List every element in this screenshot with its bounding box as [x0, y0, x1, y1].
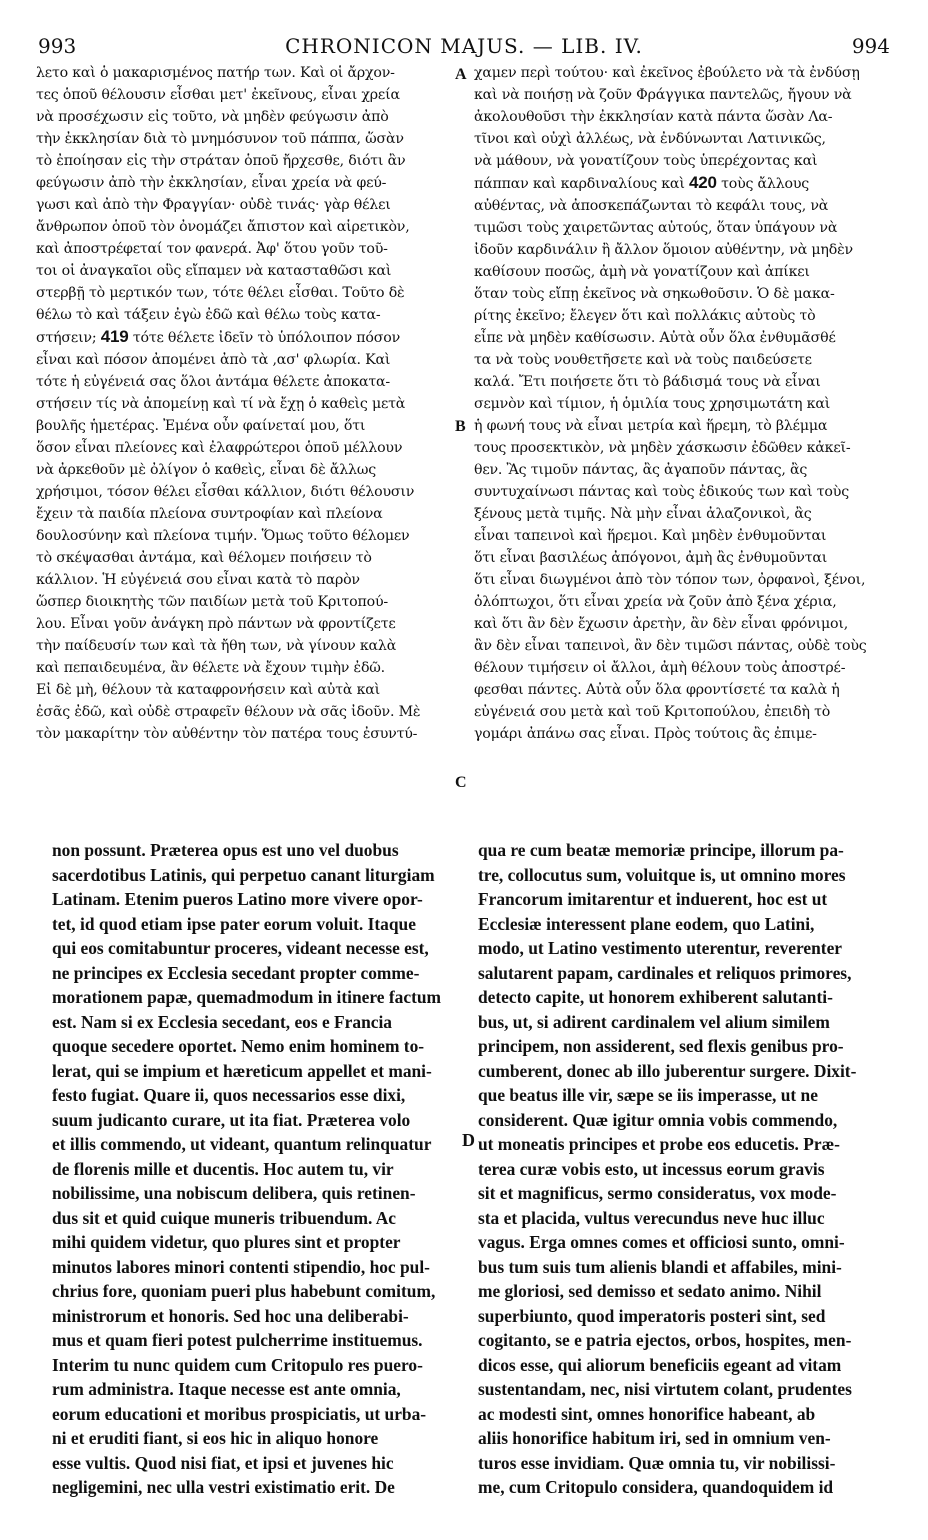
text-line: φεύγωσιν ἀπὸ τὴν ἐκκλησίαν, εἶναι χρεία νὰ φεύ- [36, 175, 387, 191]
section-marker-d: D [462, 1130, 475, 1150]
text-line: καθίσουν ποσῶς, ἀμὴ νὰ γονατίζουν καὶ ἀπίκει [474, 264, 810, 280]
text-line: τα νὰ τοὺς νουθετῆσετε καὶ νὰ τοὺς παιδεύσετε [474, 352, 812, 368]
text-line: me gloriosi, sed demisso et sedato animo. Nihil [478, 1281, 822, 1301]
text-line: quoque secedere oportet. Nemo enim hominem to- [52, 1036, 425, 1056]
text-line: turos esse invidiam. Quæ omnia tu, vir nobilissi- [478, 1452, 836, 1473]
text-line: Ecclesiæ interessent plane eodem, quo Latini, [478, 913, 815, 934]
text-line: negligemini, nec ulla vestri existimatio erit. De [52, 1477, 395, 1497]
text-line: mihi quidem videtur, quo plures sint et propter [52, 1232, 401, 1252]
text-line: de florenis mille et ducentis. Hoc autem tu, vir [52, 1158, 394, 1179]
text-line: ἰδοῦν καρδινάλιν ἢ ἄλλον ὅμοιον αὐθέντην, νὰ μηδὲν [474, 242, 853, 258]
text-line: Interim tu nunc quidem cum Critopulo res puero- [52, 1354, 423, 1375]
text-line: νὰ προσέχωσιν εἰς τοῦτο, νὰ μηδὲν φεύγωσιν ἀπὸ [36, 109, 389, 125]
text-line: αὐθέντας, νὰ ἀποσκεπάζωνται τὸ κεφάλι τους, νὰ [474, 198, 829, 214]
text-line: συντυχαίνωσι πάντας καὶ τοὺς ἐδικούς των καὶ τοὺς [474, 484, 849, 500]
text-line: est. Nam si ex Ecclesia secedant, eos e Francia [52, 1011, 393, 1032]
text-line: τὸ ἐποίησαν εἰς τὴν στράταν ὁποῦ ἤρχεσθε, διότι ἂν [36, 153, 406, 169]
text-line: et illis commendo, ut videant, quantum relinquatur [52, 1134, 432, 1154]
text-line: non possunt. Præterea opus est uno vel duobus [52, 840, 399, 860]
text-line: sta et placida, vultus verecundus neve huc illuc [478, 1207, 825, 1228]
text-line: στερβῇ τὸ μερτικόν των, τότε θέλει εἶσθαι. Τοῦτο δὲ [36, 285, 405, 301]
text-line: ac modesti sint, omnes honorifice habeant, ab [478, 1403, 816, 1424]
text-line: mus et quam fieri potest pulcherrime instituemus. [52, 1330, 423, 1350]
text-line: cogitanto, se e patria ejectos, orbos, hospites, men- [478, 1330, 852, 1350]
text-line: καὶ ὅτι ἂν δὲν ἔχωσιν ἀρετὴν, ἂν δὲν εἶναι φρόνιμοι, [474, 616, 849, 632]
text-line: καὶ πεπαιδευμένα, ἂν θέλετε νὰ ἔχουν τιμὴν ἐδῶ. [36, 660, 385, 676]
text-line: κάλλιον. Ἡ εὐγένειά σου εἶναι κατὰ τὸ παρὸν [36, 572, 360, 588]
running-title: CHRONICON MAJUS. — LIB. IV. [285, 34, 643, 58]
text-line: ἡ φωνή τους νὰ εἶναι μετρία καὶ ἥρεμη, τὸ βλέμμα [474, 418, 828, 434]
original-page-number: 420 [689, 173, 717, 192]
text-line: λου. Εἶναι γοῦν ἀνάγκη πρὸ πάντων νὰ φροντίζετε [36, 616, 396, 632]
text-line: cumberent, donec ab illo juberentur surgere. Dixit- [478, 1060, 857, 1081]
text-line: εἶναι ταπεινοὶ καὶ ἥρεμοι. Καὶ μηδὲν ἐνθυμοῦνται [474, 528, 827, 544]
text-line: ὅτι εἶναι βασιλέως ἀπόγονοι, ἀμὴ ἂς ἐνθυμοῦνται [474, 550, 828, 566]
text-line: sustentandam, nec, nisi virtutem colant, prudentes [478, 1379, 852, 1399]
text-line: τους προσεκτικὸν, νὰ μηδὲν χάσκωσιν ἐδῶθεν κἀκεῖ- [474, 440, 851, 456]
text-line: τοι οἱ ἀναγκαῖοι οὓς εἴπαμεν νὰ κατασταθῶσι καὶ [36, 263, 392, 279]
text-line: ξένους μετὰ τιμῆς. Νὰ μὴν εἶναι ἀλαζονικοὶ, ἂς [474, 506, 812, 522]
text-line: σεμνὸν καὶ τίμιον, ἡ ὁμιλία τους χρησιμωτάτη καὶ [474, 396, 831, 412]
text-line: ρίτης ἐκεῖνο; ἔλεγεν ὅτι καὶ πολλάκις αὐτοὺς τὸ [474, 308, 816, 324]
text-line: θεν. Ἂς τιμοῦν πάντας, ἂς ἀγαποῦν πάντας, ἂς [474, 462, 808, 478]
text-line: tet, id quod etiam ipse pater eorum voluit. Itaque [52, 913, 416, 934]
text-line: chrius fore, quoniam pueri plus habebunt comitum, [52, 1281, 436, 1301]
text-line: Francorum imitarentur et induerent, hoc est ut [478, 889, 828, 909]
text-line: Latinam. Etenim pueros Latino more vivere opor- [52, 889, 423, 909]
text-line: superbiunto, quod imperatoris posteri sint, sed [478, 1305, 826, 1326]
text-line: esse vultis. Quod nisi fiat, et ipsi et juvenes hic [52, 1452, 394, 1473]
latin-column-right [478, 838, 898, 1500]
text-line: χαμεν περὶ τούτου· καὶ ἐκεῖνος ἐβούλετο νὰ τὰ ἐνδύσῃ [474, 65, 860, 81]
text-line: bus, ut, si adirent cardinalem vel alium similem [478, 1011, 830, 1032]
text-line: sacerdotibus Latinis, qui perpetuo canant liturgiam [52, 864, 435, 885]
text-line: γωσι καὶ ἀπὸ τὴν Φραγγίαν· οὐδὲ τινάς· γὰρ θέλει [36, 197, 391, 213]
text-line: suum judicanto curare, ut ita fiat. Præterea volo [52, 1109, 411, 1130]
greek-column-right [474, 62, 898, 745]
text-line: dicos esse, qui aliorum beneficiis egeant ad vitam [478, 1354, 842, 1375]
text-line: lerat, qui se impium et hæreticum appellet et mani- [52, 1060, 432, 1081]
text-line: ministrorum et honoris. Sed hoc una deliberabi- [52, 1305, 409, 1326]
text-line: τες ὁποῦ θέλουσιν εἶσθαι μετ' ἐκεῖνους, εἶναι χρεία [36, 87, 400, 103]
text-line: ὅτι εἶναι διωγμένοι ἀπὸ τὸν τόπον των, ὀρφανοὶ, ξένοι, [474, 572, 866, 588]
text-line: καλά. Ἔτι ποιήσετε ὅτι τὸ βάδισμά τους νὰ εἶναι [474, 374, 821, 390]
text-line: πάππαν καὶ καρδιναλίους καὶ 420 τοὺς ἄλλους [474, 173, 810, 192]
text-line: Εἰ δὲ μὴ, θέλουν τὰ καταφρονήσειν καὶ αὐτὰ καὶ [36, 682, 380, 698]
text-line: modo, ut Latino vestimento uterentur, reverenter [478, 938, 843, 958]
section-marker-a: A [455, 66, 467, 83]
text-line: vagus. Erga omnes comes et officiosi sunto, omni- [478, 1232, 845, 1252]
text-line: ἀκολουθοῦσι τὴν ἐκκλησίαν κατὰ πάντα ὥσὰν Λα- [474, 109, 833, 125]
text-line: τότε ἡ εὐγένειά σας ὅλοι ἀντάμα θέλετε ἀποκατα- [36, 374, 391, 390]
text-line: dus sit et quid cuique muneris tribuendum. Ac [52, 1207, 397, 1228]
text-line: ne principes ex Ecclesia secedant propter comme- [52, 962, 420, 983]
text-line: me, cum Critopulo considera, quandoquidem id [478, 1477, 834, 1497]
text-line: ni et eruditi fiant, si eos hic in aliquo honore [52, 1428, 379, 1448]
text-line: καὶ νὰ ποιήσῃ νὰ ζοῦν Φράγγικα παντελῶς, ἤγουν νὰ [474, 87, 852, 103]
page-number-right: 994 [851, 34, 890, 58]
text-line: ἂν δὲν εἶναι ταπεινοὶ, ἂν δὲν τιμῶσι πάντας, οὐδὲ τοὺς [474, 638, 867, 654]
text-line: εἶναι καὶ πόσον ἀπομένει ἀπὸ τὰ ,ασ' φλωρία. Καὶ [36, 352, 391, 368]
greek-column-left [36, 62, 454, 745]
page-number-left: 993 [38, 34, 77, 58]
text-line: εὐγένειά σου μετὰ καὶ τοῦ Κριτοπούλου, ἐπειδὴ τὸ [474, 704, 831, 720]
text-line: ἄνθρωπον ὁποῦ τὸν ὀνομάζει ἄπιστον καὶ αἱρετικὸν, [36, 219, 410, 235]
text-line: que beatus ille vir, sæpe se iis imperasse, ut ne [478, 1085, 818, 1105]
text-line: terea curæ vobis esto, ut incessus eorum gravis [478, 1158, 825, 1179]
text-line: φεσθαι πάντες. Αὐτὰ οὖν ὅλα φροντίσετέ τα καλὰ ἡ [474, 682, 840, 698]
text-line: τὴν ἐκκλησίαν διὰ τὸ μνημόσυνον τοῦ πάππα, ὥσὰν [36, 131, 404, 147]
text-line: νὰ μάθουν, νὰ γονατίζουν τοὺς ὑπερέχοντας καὶ [474, 153, 818, 169]
text-line: bus tum suis tum alienis blandi et affabiles, mini- [478, 1256, 842, 1277]
text-line: καὶ ἀποστρέφεταί τον φανερά. Ἀφ' ὅτου γοῦν τοῦ- [36, 241, 388, 257]
text-line: qua re cum beatæ memoriæ principe, illorum pa- [478, 840, 844, 860]
text-line: θέλουν τιμήσειν οἱ ἄλλοι, ἀμὴ θέλουν τοὺς ἀποστρέ- [474, 660, 846, 676]
text-line: τὸν μακαρίτην τὸν αὐθέντην τὸν πατέρα τους ἐσυντύ- [36, 726, 418, 742]
text-line: στήσειν; 419 τότε θέλετε ἰδεῖν τὸ ὑπόλοιπον πόσον [36, 327, 401, 346]
text-line: βουλῆς ἡμετέρας. Ἐμένα οὖν φαίνεταί μου, ὅτι [36, 418, 366, 434]
text-line: minutos labores minori contenti stipendio, hoc pul- [52, 1256, 430, 1277]
original-page-number: 419 [100, 327, 129, 346]
text-line: τὴν παίδευσίν των καὶ τὰ ἤθη των, νὰ γίνουν καλὰ [36, 638, 397, 654]
text-line: aliis honorifice habitum iri, sed in omnium ven- [478, 1428, 831, 1448]
text-line: ὅσον εἶναι πλείονες καὶ ἐλαφρώτεροι ὁποῦ μέλλουν [36, 440, 403, 456]
text-line: ὀλόπτωχοι, ὅτι εἶναι χρεία νὰ ζοῦν ἀπὸ ξένα χέρια, [474, 594, 837, 610]
text-line: rum administra. Itaque necesse est ante omnia, [52, 1379, 401, 1399]
text-line: ut moneatis principes et probe eos educetis. Præ- [478, 1134, 840, 1154]
text-line: λετο καὶ ὁ μακαρισμένος πατήρ των. Καὶ οἱ ἄρχον- [36, 65, 395, 81]
text-line: ἔχειν τὰ παιδία πλείονα συντροφίαν καὶ πλείονα [36, 506, 383, 522]
section-marker-b: B [455, 418, 466, 435]
text-line: festo fugiat. Quare ii, quos necessarios esse dixi, [52, 1085, 406, 1105]
text-line: στήσειν τίς νὰ ἀπομείνῃ καὶ τί νὰ ἔχῃ ὁ καθεὶς μετὰ [36, 396, 406, 412]
text-line: eorum educationi et moribus prospiciatis, ut urba- [52, 1403, 427, 1424]
text-line: νὰ ἀρκεθοῦν μὲ ὀλίγον ὁ καθεὶς, εἶναι δὲ ἄλλως [36, 462, 376, 478]
text-line: χρήσιμοι, τόσον θέλει εἶσθαι κάλλιον, διότι θέλουσιν [36, 484, 415, 500]
text-line: nobilissime, una nobiscum delibera, quis retinen- [52, 1183, 416, 1203]
text-line: τιμῶσι τοὺς χαιρετῶντας αὐτούς, ὅταν ὑπάγουν νὰ [474, 220, 838, 236]
running-header [30, 34, 898, 60]
text-line: salutarent papam, cardinales et reliquos primores, [478, 962, 852, 983]
text-line: τὸ σκέψασθαι ἀντάμα, καὶ θέλομεν ποιήσειν τὸ [36, 550, 372, 566]
text-line: morationem papæ, quemadmodum in itinere factum [52, 987, 442, 1007]
text-line: δουλοσύνην καὶ πλείονα τιμήν. Ὅμως τοῦτο θέλομεν [36, 528, 410, 544]
text-line: ὅταν τοὺς εἴπῃ ἐκεῖνος νὰ σηκωθοῦσιν. Ὁ δὲ μακα- [474, 286, 835, 302]
text-line: εἶπε νὰ μηδὲν καθίσωσιν. Αὐτὰ οὖν ὅλα ἐνθυμᾶσθέ [474, 330, 836, 346]
text-line: sit et magnificus, sermo consideratus, vox mode- [478, 1183, 837, 1203]
text-line: τῖνοι καὶ οὐχὶ ἀλλέως, νὰ ἐνδύνωνται Λατινικῶς, [474, 131, 826, 147]
text-line: considerent. Quæ igitur omnia vobis commendo, [478, 1109, 838, 1130]
text-line: ἐσᾶς ἐδῶ, καὶ οὐδὲ στραφεῖν θέλουν νὰ σᾶς ἰδοῦν. Μὲ [36, 704, 421, 720]
text-line: tre, collocutus sum, voluitque is, ut omnino mores [478, 864, 846, 885]
latin-column-left [52, 838, 460, 1500]
section-marker-c: C [455, 774, 467, 791]
text-line: ὥσπερ διοικητὴς τῶν παιδίων μετὰ τοῦ Κριτοπού- [36, 594, 388, 610]
text-line: θέλω τὸ καὶ τάξειν ἐγὼ ἐδῶ καὶ θέλω τοὺς κατα- [36, 307, 381, 323]
text-line: γομάρι ἀπάνω σας εἶναι. Πρὸς τούτοις ἂς ἐπιμε- [474, 726, 817, 742]
text-line: detecto capite, ut honorem exhiberent salutanti- [478, 987, 833, 1007]
text-line: qui eos comitabuntur proceres, videant necesse est, [52, 938, 429, 958]
text-line: principem, non assiderent, sed flexis genibus pro- [478, 1036, 844, 1056]
